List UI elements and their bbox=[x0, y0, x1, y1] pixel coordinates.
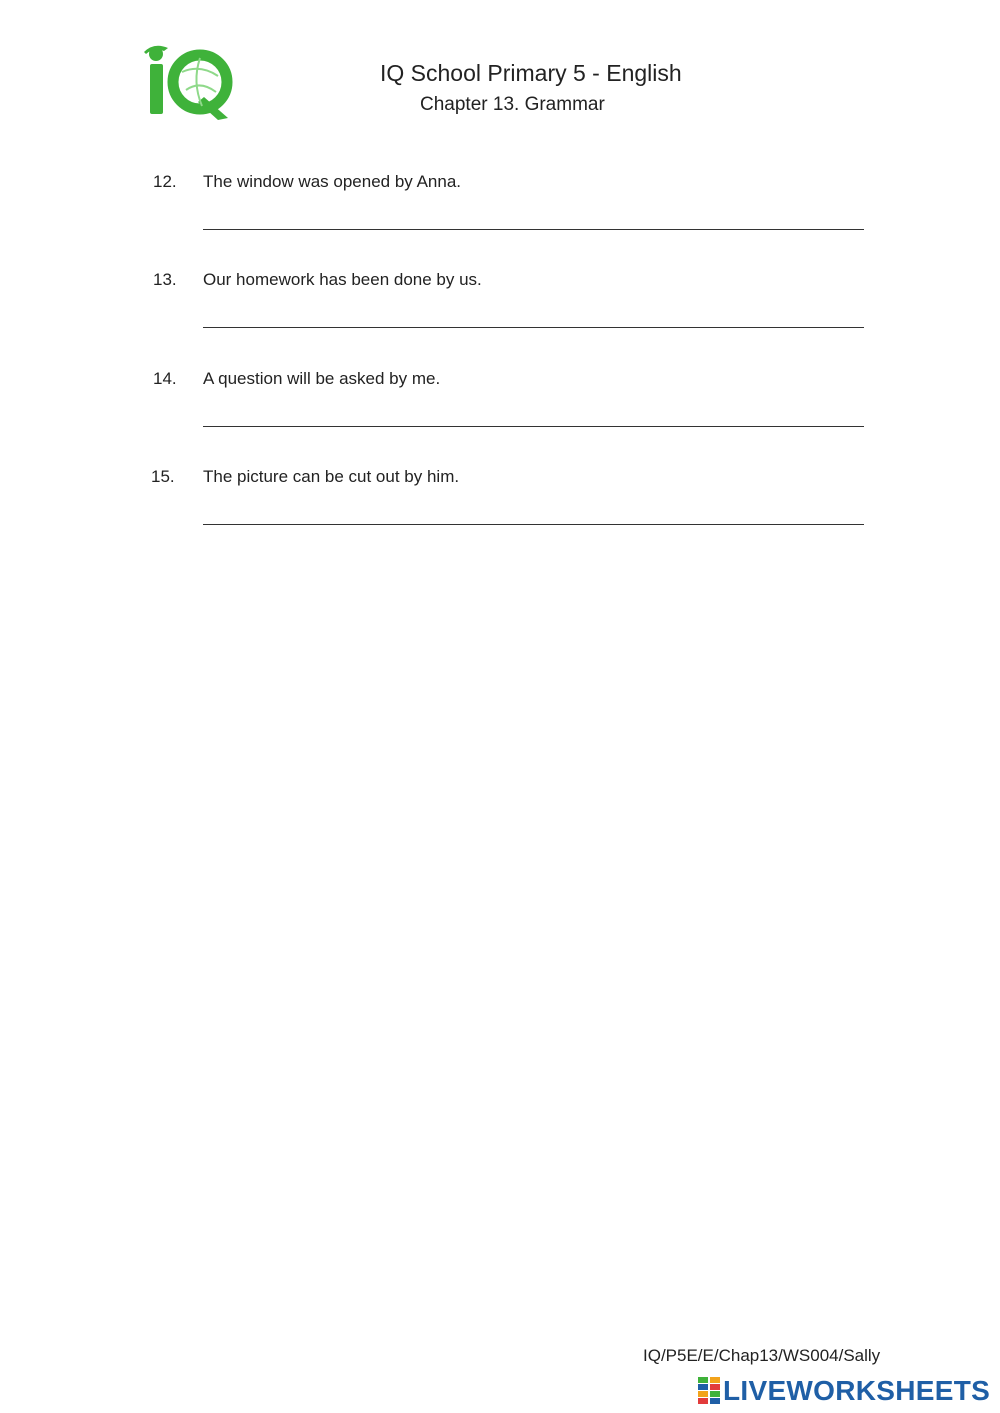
answer-line[interactable] bbox=[203, 524, 864, 525]
question-item bbox=[0, 369, 1000, 429]
question-text: The window was opened by Anna. bbox=[203, 172, 462, 191]
question-number: 13. bbox=[153, 270, 177, 289]
question-number: 15. bbox=[151, 467, 175, 486]
question-item bbox=[0, 467, 1000, 527]
question-item bbox=[0, 172, 1000, 232]
question-text: The picture can be cut out by him. bbox=[203, 467, 460, 486]
answer-line[interactable] bbox=[203, 327, 864, 328]
question-number: 14. bbox=[153, 369, 177, 388]
question-text: Our homework has been done by us. bbox=[203, 270, 482, 289]
question-text: A question will be asked by me. bbox=[203, 369, 441, 388]
iq-school-logo bbox=[142, 42, 234, 122]
page-title: IQ School Primary 5 - English bbox=[380, 60, 682, 86]
question-item bbox=[0, 270, 1000, 330]
answer-line[interactable] bbox=[203, 426, 864, 427]
chapter-subtitle: Chapter 13. Grammar bbox=[420, 94, 605, 115]
brand-name: LIVEWORKSHEETS bbox=[723, 1375, 991, 1406]
question-number: 12. bbox=[153, 172, 177, 191]
answer-line[interactable] bbox=[203, 229, 864, 230]
liveworksheets-brand[interactable] bbox=[698, 1374, 990, 1408]
liveworksheets-icon bbox=[698, 1377, 720, 1405]
worksheet-code: IQ/P5E/E/Chap13/WS004/Sally bbox=[643, 1346, 881, 1365]
